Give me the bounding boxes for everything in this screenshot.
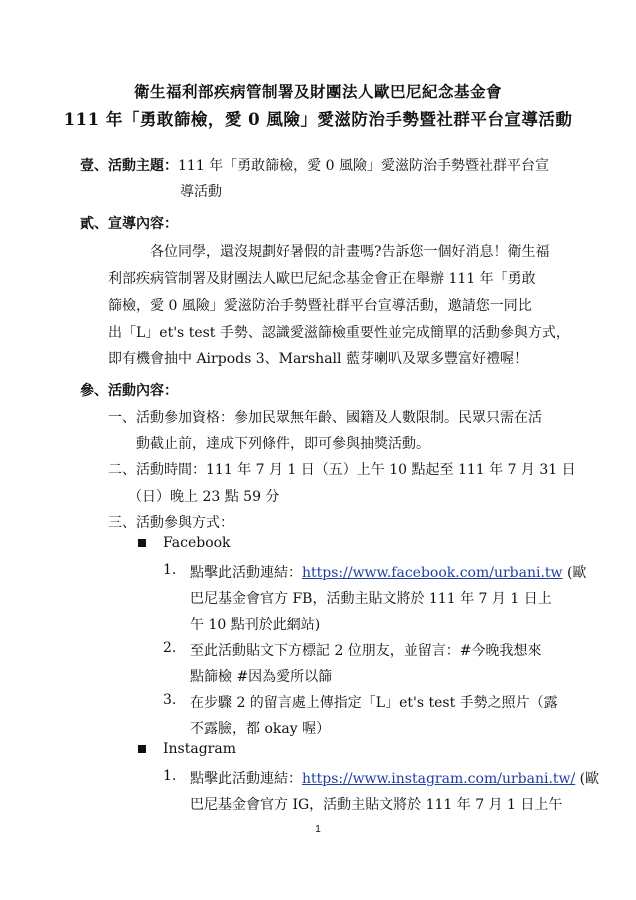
section2-paragraph-line: 即有機會抽中 Airpods 3、Marshall 藍芽喇叭及眾多豐富好禮喔！ [108,351,528,367]
section1-heading: 壹、活動主題： [80,158,178,174]
page-number: 1 [315,824,321,835]
section2-paragraph-line: 各位同學，還沒規劃好暑假的計畫嗎?告訴您一個好消息！衛生福 [150,244,550,260]
section3-item2-line2: （日）晚上 23 點 59 分 [128,489,280,505]
section1-text: 111 年「勇敢篩檢，愛 0 風險」愛滋防治手勢暨社群平台宣 [178,158,549,174]
section2-paragraph-line: 出「L」et's test 手勢、認識愛滋篩檢重要性並完成簡單的活動參與方式， [108,325,570,341]
section3-item3: 三、活動參與方式： [108,515,234,531]
section2-paragraph-line: 利部疾病管制署及財團法人歐巴尼紀念基金會正在舉辦 111 年「勇敢 [108,271,536,287]
facebook-step1-prefix: 點擊此活動連結： [190,565,302,581]
facebook-step1-suffix: (歐 [562,565,587,581]
bullet-icon [138,745,146,753]
instagram-step1-number: 1. [163,768,177,784]
facebook-link[interactable]: https://www.facebook.com/urbani.tw [302,565,563,581]
instagram-step1-line1 [190,768,599,788]
instagram-label: Instagram [163,741,236,757]
instagram-step1-prefix: 點擊此活動連結： [190,771,302,787]
instagram-link[interactable]: https://www.instagram.com/urbani.tw/ [302,771,576,787]
facebook-step2-line2: 點篩檢 #因為愛所以篩 [190,669,333,685]
section3-heading: 參、活動內容： [80,383,178,399]
facebook-step1-line1 [190,562,586,582]
instagram-step1-line2: 巴尼基金會官方 IG，活動主貼文將於 111 年 7 月 1 日上午 [190,797,563,813]
facebook-step2-number: 2. [163,640,177,656]
facebook-step3-line2: 不露臉，都 okay 喔） [190,721,331,737]
section3-item1-line1: 一、活動參加資格：參加民眾無年齡、國籍及人數限制。民眾只需在活 [108,410,542,426]
section2-paragraph-line: 篩檢，愛 0 風險」愛滋防治手勢暨社群平台宣導活動，邀請您一同比 [108,298,532,314]
facebook-label: Facebook [163,535,231,551]
document-title-line1: 衛生福利部疾病管制署及財團法人歐巴尼紀念基金會 [133,82,502,101]
facebook-step3-line1: 在步驟 2 的留言處上傳指定「L」et's test 手勢之照片（露 [190,695,558,711]
section1-line1 [80,155,549,175]
section3-item2-line1: 二、活動時間：111 年 7 月 1 日（五）上午 10 點起至 111 年 7 月 31 日 [108,462,576,478]
facebook-step1-number: 1. [163,562,177,578]
facebook-step1-line2: 巴尼基金會官方 FB，活動主貼文將於 111 年 7 月 1 日上 [190,591,552,607]
bullet-icon [138,539,146,547]
section2-heading: 貳、宣導內容： [80,216,178,232]
facebook-step1-line3: 午 10 點刊於此網站) [190,617,321,633]
facebook-step2-line1: 至此活動貼文下方標記 2 位朋友，並留言：#今晚我想來 [190,643,542,659]
facebook-step3-number: 3. [163,692,177,708]
section1-line2: 導活動 [180,184,222,200]
section3-item1-line2: 動截止前，達成下列條件，即可參與抽獎活動。 [136,436,430,452]
document-title-line2: 111 年「勇敢篩檢，愛 0 風險」愛滋防治手勢暨社群平台宣導活動 [63,110,573,129]
instagram-step1-suffix: (歐 [575,771,600,787]
